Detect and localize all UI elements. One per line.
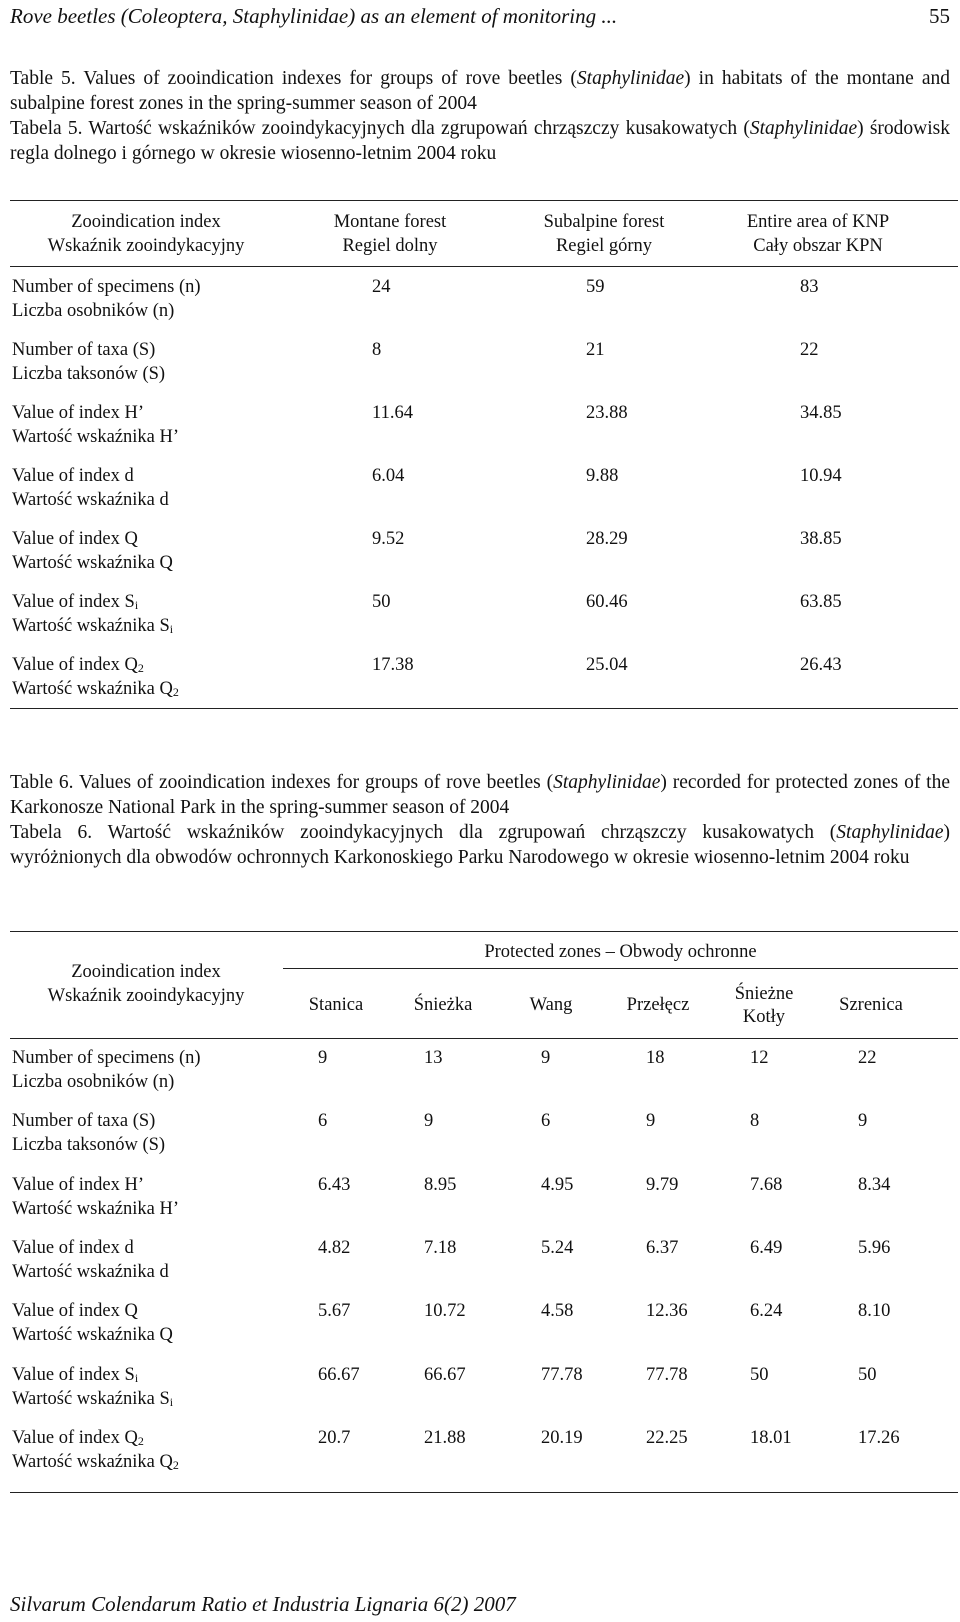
table5-cell: 38.85 (800, 529, 842, 549)
table6-row-label-pl: Wartość wskaźnika d (12, 1262, 169, 1282)
table5-cell: 28.29 (586, 529, 628, 549)
table5-cell: 8 (372, 340, 382, 360)
table6-zone-header: Przełęcz (626, 995, 690, 1015)
running-title: Rove beetles (Coleoptera, Staphylinidae) as an element of monitoring ... (10, 4, 618, 28)
table5-cell: 59 (586, 277, 605, 297)
table6-cell: 4.58 (541, 1301, 574, 1321)
table6-cell: 77.78 (646, 1365, 688, 1385)
table6-row-label: Number of specimens (n) (12, 1048, 201, 1068)
table6-row-label-pl: Liczba taksonów (S) (12, 1135, 166, 1155)
table6-row-label: Number of taxa (S) (12, 1111, 156, 1131)
table6-row-label: Value of index H’ (12, 1175, 145, 1195)
table6-cell: 7.18 (424, 1238, 457, 1258)
page-number: 55 (929, 4, 950, 28)
table6-cell: 22 (858, 1048, 877, 1068)
table6-cell: 18 (646, 1048, 665, 1068)
table5-row-label-pl: Wartość wskaźnika $S_i$ (12, 616, 174, 636)
table6-cell: 9 (424, 1111, 434, 1131)
table6-cell: 22.25 (646, 1428, 688, 1448)
table6-cell: 66.67 (424, 1365, 466, 1385)
table5-row-label: Number of specimens (n) (12, 277, 201, 297)
table6-cell: 20.19 (541, 1428, 583, 1448)
table6-cell: 13 (424, 1048, 443, 1068)
table5-caption-en: Table 5. Values of zooindication indexes for groups of rove beetles (Staphylinidae) in habitats of the montane and subalpine forest zones in the spring-summer season of 2004 (10, 68, 951, 114)
table5-col-header-pl: Regiel dolny (342, 236, 438, 256)
table5-cell: 17.38 (372, 655, 414, 675)
table6-zone-header: Wang (529, 995, 573, 1015)
table5-col-header: Subalpine forest (543, 212, 665, 232)
table5-cell: 11.64 (372, 403, 413, 423)
table6-group-rule (283, 968, 958, 969)
table5-col-header: Entire area of KNP (746, 212, 890, 232)
table5-cell: 34.85 (800, 403, 842, 423)
table5-cell: 50 (372, 592, 391, 612)
table5-row-label-pl: Liczba taksonów (S) (12, 364, 166, 384)
table6-caption (10, 770, 950, 870)
table5-caption-pl: Tabela 5. Wartość wskaźników zooindykacyjnych dla zgrupowań chrząszczy kusakowatych (Staphylinidae) środowisk regla dolnego i górnego w okresie wiosenno-letnim 2004 roku (10, 118, 951, 164)
table5-row-label: Value of index $S_i$ (12, 592, 139, 612)
table6-cell: 6 (541, 1111, 551, 1131)
running-header (10, 2, 950, 30)
table6-row-label-pl: Wartość wskaźnika Q (12, 1325, 173, 1345)
table6-cell: 6.37 (646, 1238, 679, 1258)
table6-cell: 9 (541, 1048, 551, 1068)
table5-row-label: Value of index H’ (12, 403, 145, 423)
table5-cell: 9.88 (586, 466, 619, 486)
table5-row-label: Value of index $Q_2$ (12, 655, 144, 675)
table5-cell: 9.52 (372, 529, 405, 549)
table5-row-label-pl: Wartość wskaźnika H’ (12, 427, 180, 447)
table6-top-rule (10, 931, 958, 932)
table5-col-header: Zooindication index (71, 212, 221, 232)
table6-cell: 7.68 (750, 1175, 783, 1195)
table6-row-label: Value of index d (12, 1238, 134, 1258)
table6-cell: 6.49 (750, 1238, 783, 1258)
table6-cell: 50 (750, 1365, 769, 1385)
table6-cell: 66.67 (318, 1365, 360, 1385)
table5-cell: 63.85 (800, 592, 842, 612)
table5-bottom-rule (10, 708, 958, 709)
table5-cell: 60.46 (586, 592, 628, 612)
table5-row-label-pl: Wartość wskaźnika Q (12, 553, 173, 573)
table6-row-label: Value of index Q (12, 1301, 138, 1321)
table6-cell: 9.79 (646, 1175, 679, 1195)
table6-cell: 20.7 (318, 1428, 351, 1448)
table6-cell: 21.88 (424, 1428, 466, 1448)
table6-cell: 5.96 (858, 1238, 891, 1258)
table6-row-label-pl: Wartość wskaźnika $Q_2$ (12, 1452, 179, 1472)
table5-row-label: Number of taxa (S) (12, 340, 156, 360)
table6-zone-header-line2: Kotły (742, 1007, 786, 1027)
table6-cell: 6.24 (750, 1301, 783, 1321)
table6-cell: 9 (646, 1111, 656, 1131)
table6-row-label: Value of index $S_i$ (12, 1365, 139, 1385)
table5-row-label-pl: Wartość wskaźnika $Q_2$ (12, 679, 179, 699)
table5-row-label: Value of index d (12, 466, 134, 486)
table6-row-label: Value of index $Q_2$ (12, 1428, 144, 1448)
table5-caption (10, 66, 950, 166)
table6-cell: 18.01 (750, 1428, 792, 1448)
table6-zone-header: Śnieżka (413, 995, 473, 1015)
table6-cell: 77.78 (541, 1365, 583, 1385)
journal-footer: Silvarum Colendarum Ratio et Industria Lignaria 6(2) 2007 (10, 1592, 516, 1616)
table6-cell: 8 (750, 1111, 760, 1131)
table6-cell: 12 (750, 1048, 769, 1068)
table6-row-label-pl: Wartość wskaźnika H’ (12, 1199, 180, 1219)
table5-cell: 10.94 (800, 466, 842, 486)
table6-cell: 50 (858, 1365, 877, 1385)
table6-zone-header: Śnieżne (734, 984, 794, 1004)
table6-cell: 5.67 (318, 1301, 351, 1321)
table6-cell: 8.34 (858, 1175, 891, 1195)
table5-cell: 24 (372, 277, 391, 297)
table6-zone-header: Szrenica (839, 995, 903, 1015)
table5-header-rule (10, 266, 958, 267)
table6-cell: 6 (318, 1111, 328, 1131)
table6-group-header: Protected zones – Obwody ochronne (484, 942, 757, 962)
table5-cell: 21 (586, 340, 605, 360)
table5-cell: 6.04 (372, 466, 405, 486)
table5-col-header-pl: Regiel górny (555, 236, 653, 256)
table6-index-header-pl: Wskaźnik zooindykacyjny (47, 986, 245, 1006)
table6-bottom-rule (10, 1492, 958, 1493)
table6-zone-header: Stanica (308, 995, 364, 1015)
table6-cell: 5.24 (541, 1238, 574, 1258)
table6-row-label-pl: Liczba osobników (n) (12, 1072, 175, 1092)
table6-cell: 8.95 (424, 1175, 457, 1195)
table6-row-label-pl: Wartość wskaźnika $S_i$ (12, 1389, 174, 1409)
table6-cell: 4.95 (541, 1175, 574, 1195)
table5-row-label-pl: Wartość wskaźnika d (12, 490, 169, 510)
table6-header-rule (10, 1038, 958, 1039)
table5-col-header: Montane forest (333, 212, 447, 232)
table6-cell: 12.36 (646, 1301, 688, 1321)
table5-col-header-pl: Cały obszar KPN (753, 236, 883, 256)
table6-index-header: Zooindication index (71, 962, 221, 982)
table5-row-label-pl: Liczba osobników (n) (12, 301, 175, 321)
table6-cell: 9 (318, 1048, 328, 1068)
table5-cell: 23.88 (586, 403, 628, 423)
table6-cell: 9 (858, 1111, 868, 1131)
table6-caption-pl: Tabela 6. Wartość wskaźników zooindykacyjnych dla zgrupowań chrząszczy kusakowatych (Staphylinidae) wyróżnionych dla obwodów ochronnych Karkonoskiego Parku Narodowego w okresie wiosenno-letnim 2004 roku (10, 822, 951, 868)
table6-cell: 8.10 (858, 1301, 891, 1321)
table5-cell: 83 (800, 277, 819, 297)
table6-cell: 10.72 (424, 1301, 466, 1321)
table6-cell: 4.82 (318, 1238, 351, 1258)
table6-cell: 17.26 (858, 1428, 900, 1448)
table5-col-header-pl: Wskaźnik zooindykacyjny (47, 236, 245, 256)
table6-caption-en: Table 6. Values of zooindication indexes for groups of rove beetles (Staphylinidae) recorded for protected zones of the Karkonosze National Park in the spring-summer season of 2004 (10, 772, 950, 818)
table5-cell: 26.43 (800, 655, 842, 675)
table5-cell: 22 (800, 340, 819, 360)
table5-row-label: Value of index Q (12, 529, 138, 549)
table5-cell: 25.04 (586, 655, 628, 675)
table6-cell: 6.43 (318, 1175, 351, 1195)
table5-top-rule (10, 200, 958, 201)
